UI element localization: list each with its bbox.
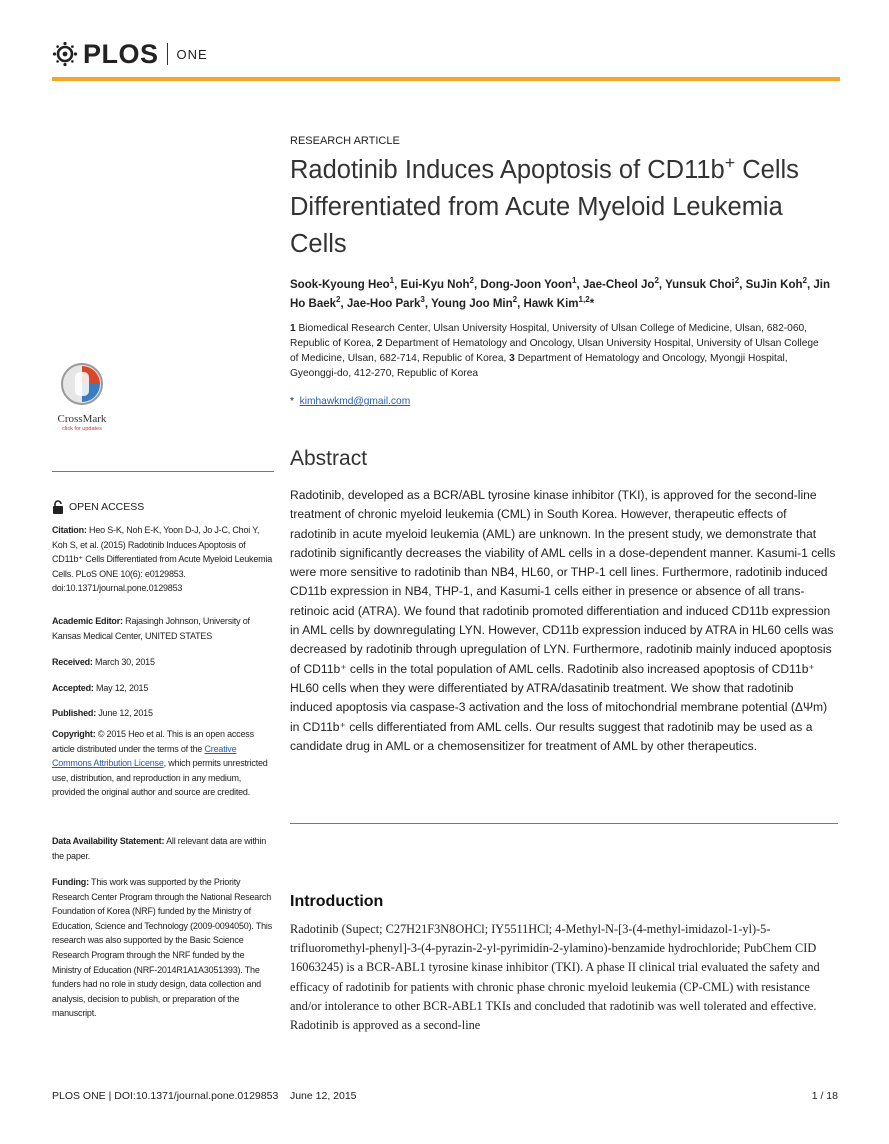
- author[interactable]: Dong-Joon Yoon$^1$: [480, 276, 577, 291]
- article-type: RESEARCH ARTICLE: [290, 135, 400, 147]
- crossmark-icon: [60, 362, 104, 406]
- author[interactable]: Eui-Kyu Noh$^2$: [400, 276, 475, 291]
- corresponding-marker: *: [290, 396, 294, 407]
- author[interactable]: Hawk Kim$^{1,2}$: [523, 295, 590, 310]
- crossmark-button[interactable]: [50, 362, 114, 432]
- header-rule: [52, 77, 840, 81]
- abstract-text: Radotinib, developed as a BCR/ABL tyrosine kinase inhibitor (TKI), is approved for the second-line treatment of chronic myeloid leukemia (CML) in South Korea. However, therapeutic effects of radotinib in acute myeloid leukemia (AML) are unknown. In the present study, we demonstrate that radotinib significantly decreases the viability of AML cells in a dose-dependent manner. Kasumi-1 cells were more sensitive to radotinib than NB4, HL60, or THP-1 cell lines. Furthermore, radotinib induced CD11b expression in NB4, THP-1, and Kasumi-1 cells either in presence or absence of all trans-retinoic acid (ATRA). We found that radotinib promoted differentiation and induced CD11b expression in AML cells by downregulating LYN. However, CD11b expression induced by ATRA in HL60 cells was decreased by radotinib through upregulation of LYN. Furthermore, radotinib mainly induced apoptosis of CD11b⁺ cells in the total population of AML cells. Radotinib also increased apoptosis of CD11b⁺ HL60 cells when they were differentiated by ATRA/dasatinib treatment. We show that radotinib induced apoptosis via caspase-3 activation and the loss of mitochondrial membrane potential (ΔΨm) in CD11b⁺ cells differentiated from AML cells. Our results suggest that radotinib may be used as a candidate drug in AML or a chemosensitizer for treatment of AML by other therapeutics.: [290, 488, 836, 753]
- affiliation: Department of Hematology and Oncology, Ulsan University Hospital, University of Ulsan College of Medicine, Ulsan, 682-714, Republic of Korea,: [290, 338, 819, 364]
- affiliation: Department of Hematology and Oncology, Myongji Hospital, Gyeonggi-do, 412-270, Republic of Korea: [290, 353, 788, 379]
- copyright: Copyright: © 2015 Heo et al. This is an open access article distributed under the terms of the Creative Commons Attribution License, which permits unrestricted use, distribution, and reproduction in any medium, provided the original author and source are credited.: [52, 729, 268, 798]
- author[interactable]: Yunsuk Choi$^2$: [665, 276, 740, 291]
- page-number: 1 / 18: [811, 1090, 838, 1102]
- license-link[interactable]: Creative Commons Attribution License: [52, 743, 237, 769]
- journal-suffix: ONE: [176, 46, 208, 62]
- open-access-badge: [52, 500, 144, 514]
- introduction-heading: Introduction: [290, 893, 384, 910]
- journal-logo[interactable]: [52, 36, 208, 72]
- affiliation: Biomedical Research Center, Ulsan University Hospital, University of Ulsan College of Medicine, Ulsan, 682-060, Republic of Korea,: [290, 323, 807, 349]
- abstract-heading: Abstract: [290, 447, 368, 470]
- received-date: Received: March 30, 2015: [52, 657, 155, 667]
- corresponding-author: [290, 396, 410, 407]
- logo-divider: [167, 43, 168, 65]
- author[interactable]: Jin Ho Baek$^2$: [290, 279, 831, 310]
- article-title: [290, 152, 840, 263]
- author[interactable]: Jae-Hoo Park$^3$: [346, 295, 425, 310]
- introduction-text: Radotinib (Supect; C27H21F3N8OHCl; IY5511HCl; 4-Methyl-N-[3-(4-methyl-imidazol-1-yl)-5-trifluoromethyl-phenyl]-3-(4-pyrazin-2-yl-pyrimidin-2-ylamino)-benzamide hydrochloride; PubChem CID 16063245) is a BCR-ABL1 tyrosine kinase inhibitor (TKI). A phase II clinical trial evaluated the safety and efficacy of radotinib for patients with chronic phase chronic myeloid leukemia (CP-CML) with resistance and/or intolerance to other BCR-ABL1 TKIs and concluded that radotinib was well tolerated and effective. Radotinib is approved as a second-line: [290, 922, 820, 1033]
- open-lock-icon: [52, 500, 64, 514]
- author[interactable]: Young Joo Min$^2$: [431, 295, 518, 310]
- plos-logo-icon: [52, 41, 78, 67]
- footer-citation: PLOS ONE | DOI:10.1371/journal.pone.0129853 June 12, 2015: [52, 1090, 357, 1102]
- academic-editor: Academic Editor: Rajasingh Johnson, University of Kansas Medical Center, UNITED STATES: [52, 616, 250, 641]
- affiliations: 1 Biomedical Research Center, Ulsan University Hospital, University of Ulsan College of Medicine, Ulsan, 682-060, Republic of Korea, 2 Department of Hematology and Oncology, Ulsan University Hospital, University of Ulsan College of Medicine, Ulsan, 682-714, Republic of Korea, 3 Department of Hematology and Oncology, Myongji Hospital, Gyeonggi-do, 412-270, Republic of Korea: [290, 323, 819, 379]
- author[interactable]: Jae-Cheol Jo$^2$: [582, 276, 659, 291]
- funding: Funding: This work was supported by the Priority Research Center Program through the National Research Foundation of Korea (NRF) funded by the Ministry of Education, Science and Technology (2009-0094050). This research was also supported by the Basic Science Research Program through the NRF funded by the Ministry of Education (NRF-2014R1A1A3051393). The funders had no role in study design, data collection and analysis, decision to publish, or preparation of the manuscript.: [52, 877, 273, 1019]
- published-date: Published: June 12, 2015: [52, 708, 153, 718]
- open-access-label: OPEN ACCESS: [69, 501, 145, 513]
- data-availability: Data Availability Statement: All relevant data are within the paper.: [52, 836, 267, 861]
- author-list: Sook-Kyoung Heo$^1$, Eui-Kyu Noh$^2$, Dong-Joon Yoon$^1$, Jae-Cheol Jo$^2$, Yunsuk Choi$^2$, SuJin Koh$^2$, Jin Ho Baek$^2$, Jae-Hoo Park$^3$, Young Joo Min$^2$, Hawk Kim$^{1,2}$*: [290, 276, 831, 310]
- crossmark-label: CrossMark: [57, 413, 107, 425]
- author[interactable]: Sook-Kyoung Heo$^1$: [290, 276, 395, 291]
- corresponding-email-link[interactable]: kimhawkmd@gmail.com: [299, 396, 411, 407]
- title-part-1: Radotinib Induces Apoptosis of CD11b: [290, 156, 725, 184]
- accepted-date: Accepted: May 12, 2015: [52, 683, 149, 693]
- corresponding-marker: *: [589, 298, 595, 310]
- citation: Citation: Heo S-K, Noh E-K, Yoon D-J, Jo J-C, Choi Y, Koh S, et al. (2015) Radotinib Induces Apoptosis of CD11b⁺ Cells Differentiated from Acute Myeloid Leukemia Cells. PLoS ONE 10(6): e0129853. doi:10.1371/journal.pone.0129853: [52, 525, 273, 594]
- author[interactable]: SuJin Koh$^2$: [745, 276, 807, 291]
- abstract-divider: [290, 823, 838, 824]
- sidebar-divider: [52, 471, 274, 472]
- journal-name: PLOS: [83, 38, 159, 69]
- title-superscript: +: [724, 152, 736, 173]
- crossmark-subtitle: click for updates: [62, 426, 102, 432]
- title-part-2: Cells Differentiated from Acute Myeloid Leukemia Cells: [290, 156, 799, 258]
